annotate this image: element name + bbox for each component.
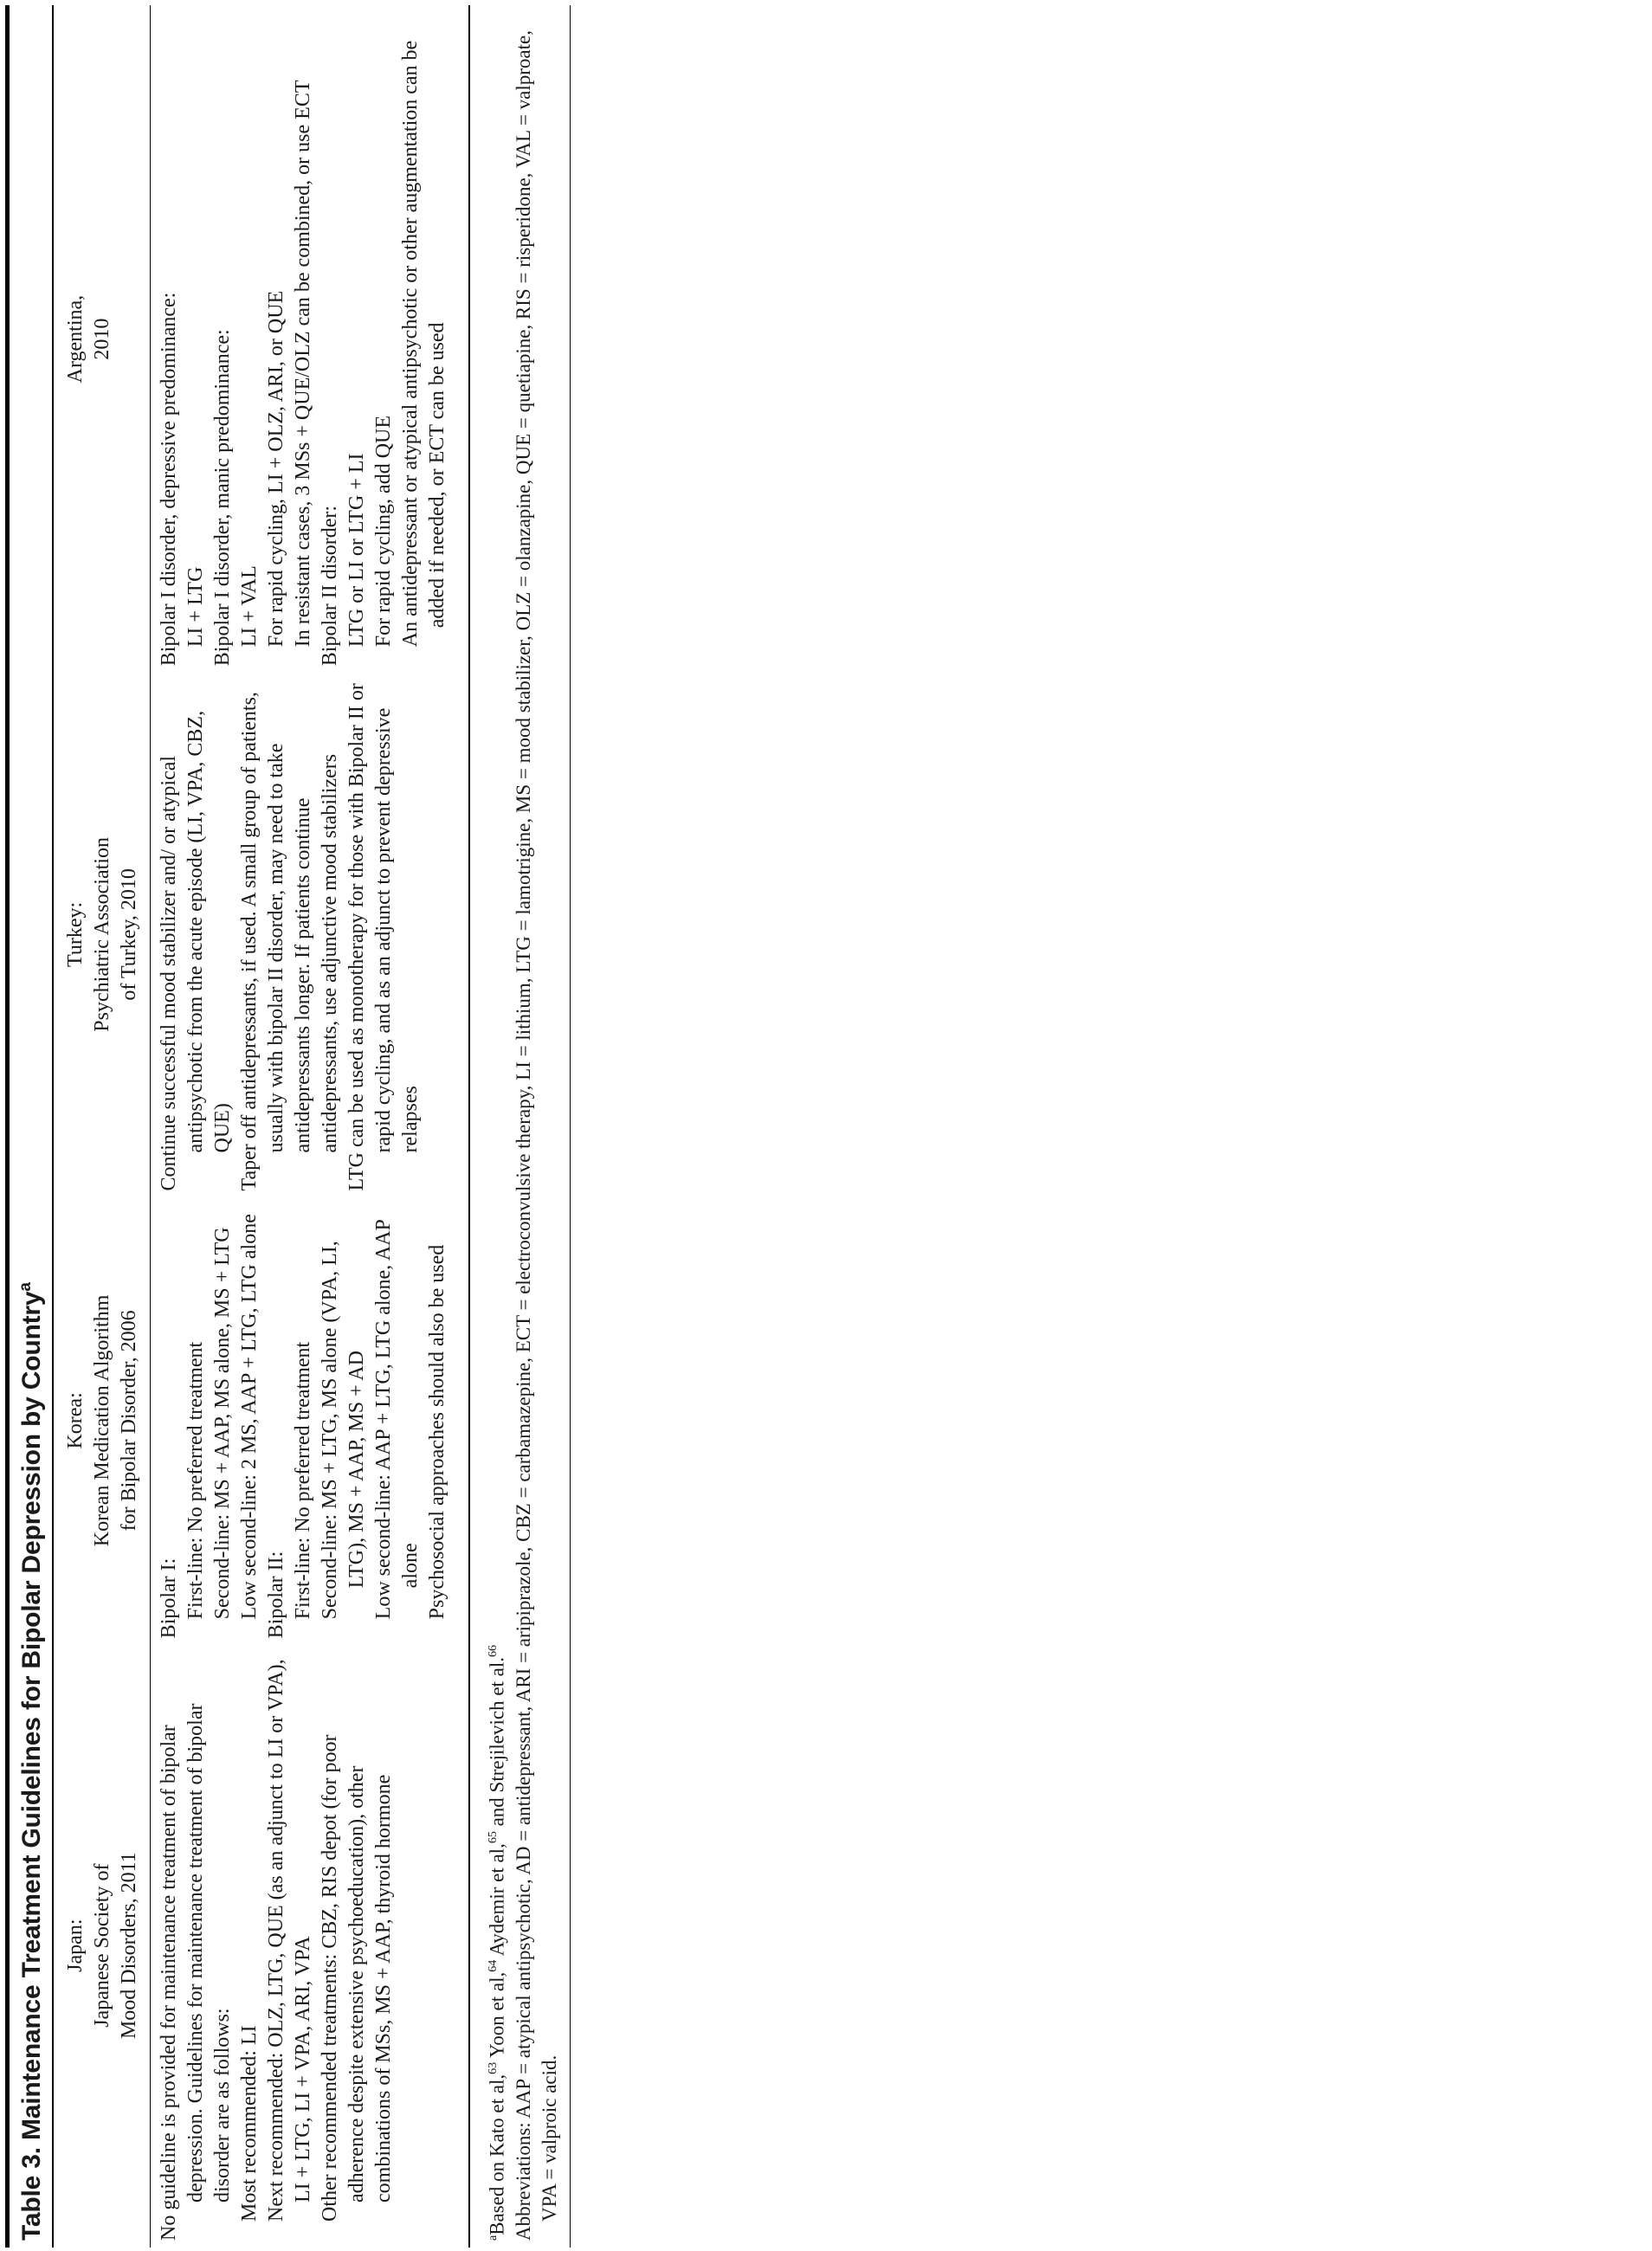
header-line: 2010 bbox=[91, 318, 113, 360]
header-turkey bbox=[62, 666, 143, 1190]
header-line: Psychiatric Association bbox=[91, 837, 113, 1032]
guideline-entry: Bipolar II disorder: bbox=[319, 505, 341, 667]
table-header-row bbox=[54, 5, 151, 2248]
table-title-text: Table 3. Maintenance Treatment Guidelines for Bipolar Depression by Country bbox=[17, 1291, 46, 2241]
guideline-entry: LI + LTG bbox=[184, 566, 207, 648]
guideline-entry: An antidepressant or atypical antipsychotic or other augmentation can be added if needed, or ECT can be used bbox=[399, 40, 448, 648]
guideline-entry: Most recommended: LI bbox=[238, 2025, 261, 2222]
guideline-entry: LTG can be used as monotherapy for those with Bipolar II or rapid cycling, and as an adjunct to prevent depressive relapses bbox=[345, 683, 422, 1191]
header-argentina bbox=[62, 12, 143, 666]
footnote-ref: 66 bbox=[487, 1644, 500, 1657]
guideline-entry: Low second-line: 2 MS, AAP + LTG, LTG alone bbox=[238, 1214, 261, 1620]
table-title bbox=[5, 5, 54, 2248]
guideline-entry: Taper off antidepressants, if used. A small group of patients, usually with bipolar II disorder, may need to take antidepressants longer. If patients continue antidepressants, use adjunctive mood stabilizers bbox=[238, 692, 341, 1191]
guideline-entry: For rapid cycling, LI + OLZ, ARI, or QUE bbox=[265, 290, 287, 648]
guideline-entry: Next recommended: OLZ, LTG, QUE (as an adjunct to LI or VPA), LI + LTG, LI + VPA, ARI, VPA bbox=[265, 1659, 314, 2222]
header-korea bbox=[62, 1190, 143, 1638]
guideline-entry: In resistant cases, 3 MSs + QUE/OLZ can be combined, or use ECT bbox=[292, 80, 314, 648]
guideline-entry: Bipolar I disorder, manic predominance: bbox=[211, 329, 234, 667]
table-notes bbox=[470, 5, 571, 2248]
table-body-row bbox=[151, 5, 470, 2248]
guideline-entry: For rapid cycling, add QUE bbox=[372, 415, 395, 648]
table-title-superscript: a bbox=[16, 1282, 35, 1292]
header-line: Japan: bbox=[64, 1919, 87, 1972]
header-line: Mood Disorders, 2011 bbox=[118, 1852, 140, 2040]
header-line: Korean Medication Algorithm bbox=[91, 1294, 113, 1547]
cell-korea bbox=[156, 1190, 451, 1638]
guideline-entry: Psychosocial approaches should also be used bbox=[426, 1244, 448, 1620]
footnote-text: Yoon et al, bbox=[486, 1971, 508, 2062]
footnote-ref: 65 bbox=[487, 1831, 500, 1844]
header-line: Argentina, bbox=[64, 294, 87, 384]
footnote-text: Based on Kato et al, bbox=[486, 2074, 508, 2235]
header-line: of Turkey, 2010 bbox=[118, 868, 140, 1001]
cell-turkey bbox=[156, 666, 451, 1190]
guideline-entry: Second-line: MS + AAP, MS alone, MS + LTG bbox=[211, 1227, 234, 1620]
cell-japan bbox=[156, 1638, 451, 2241]
guideline-entry: First-line: No preferred treatment bbox=[184, 1341, 207, 1620]
table-page bbox=[5, 5, 1157, 2248]
header-line: Turkey: bbox=[64, 901, 87, 967]
guideline-entry: Continue successful mood stabilizer and/ or atypical antipsychotic from the acute episode (LI, VPA, CBZ, QUE) bbox=[158, 710, 234, 1191]
cell-argentina bbox=[156, 12, 451, 666]
guideline-entry: Bipolar I: bbox=[158, 1558, 180, 1639]
footnote-ref: 64 bbox=[487, 1959, 500, 1972]
footnote-a bbox=[481, 12, 511, 2241]
guideline-entry: Bipolar I disorder, depressive predominance: bbox=[158, 292, 180, 667]
abbreviations: Abbreviations: AAP = atypical antipsychotic, AD = antidepressant, ARI = aripiprazole, CBZ = carbamazepine, ECT = electroconvulsive therapy, LI = lithium, LTG = lamotrigine, MS = mood stabilizer, OLZ = olanzapine, QUE = quetiapine, RIS = risperidone, VAL = valproate, VPA = valproic acid. bbox=[512, 30, 560, 2241]
guideline-entry: LTG or LI or LTG + LI bbox=[345, 453, 368, 648]
header-line: for Bipolar Disorder, 2006 bbox=[118, 1310, 140, 1532]
footnote-text: and Strejilevich et al. bbox=[486, 1656, 508, 1832]
header-japan bbox=[62, 1638, 143, 2241]
footnote-marker: a bbox=[487, 2235, 500, 2241]
guideline-entry: Second-line: MS + LTG, MS alone (VPA, LI, LTG), MS + AAP, MS + AD bbox=[319, 1241, 368, 1620]
footnote-text: Aydemir et al, bbox=[486, 1843, 508, 1960]
guideline-entry: Bipolar II: bbox=[265, 1551, 287, 1639]
guideline-entry: LI + VAL bbox=[238, 565, 261, 648]
footnote-ref: 63 bbox=[487, 2061, 500, 2074]
guideline-entry: Low second-line: AAP + LTG, LTG alone, AAP alone bbox=[372, 1220, 422, 1620]
guideline-entry: No guideline is provided for maintenance treatment of bipolar depression. Guidelines for maintenance treatment of bipolar disorder are as follows: bbox=[158, 1703, 234, 2241]
header-line: Korea: bbox=[64, 1392, 87, 1449]
header-line: Japanese Society of bbox=[91, 1863, 113, 2028]
guideline-entry: First-line: No preferred treatment bbox=[292, 1341, 314, 1620]
guideline-entry: Other recommended treatments: CBZ, RIS depot (for poor adherence despite extensive psychoeducation), other combinations of MSs, MS + AAP, thyroid hormone bbox=[319, 1734, 395, 2222]
